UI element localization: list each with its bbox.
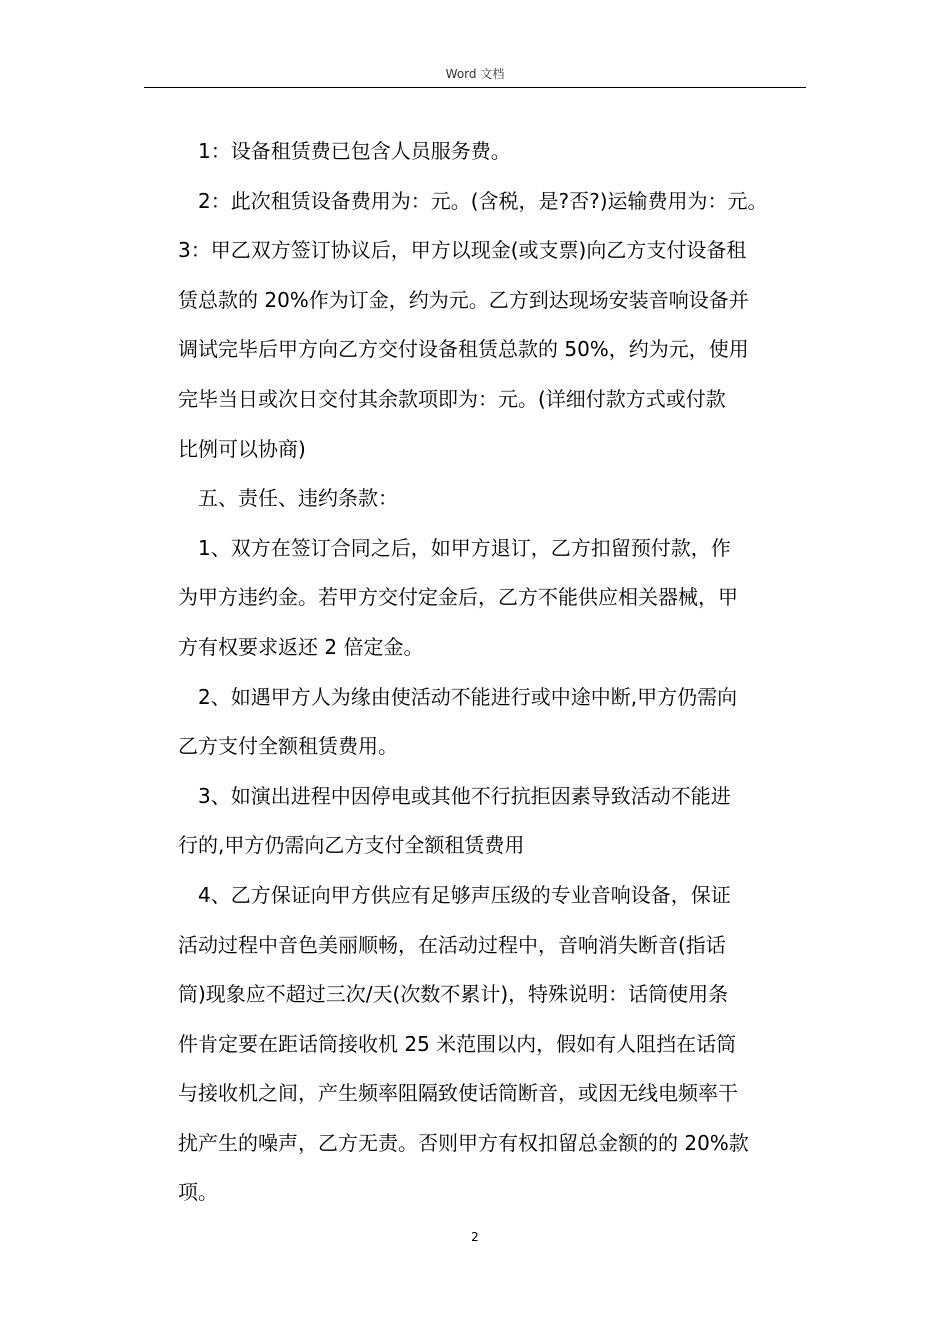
paragraph-line: 筒)现象应不超过三次/天(次数不累计)，特殊说明：话筒使用条 [178, 982, 729, 1007]
document-body [178, 127, 818, 1218]
paragraph-line: 4、乙方保证向甲方供应有足够声压级的专业音响设备，保证 [198, 882, 731, 907]
paragraph-line: 项。 [178, 1180, 218, 1205]
paragraph-line: 为甲方违约金。若甲方交付定金后，乙方不能供应相关器械，甲 [178, 585, 738, 610]
paragraph-line: 完毕当日或次日交付其余款项即为：元。(详细付款方式或付款 [178, 386, 726, 411]
paragraph-line: 乙方支付全额租赁费用。 [178, 734, 398, 759]
paragraph-line: 行的,甲方仍需向乙方支付全额租赁费用 [178, 833, 525, 858]
paragraph-line: 赁总款的 20%作为订金，约为元。乙方到达现场安装音响设备并 [178, 287, 749, 312]
paragraph-line: 与接收机之间，产生频率阻隔致使话筒断音，或因无线电频率干 [178, 1081, 738, 1106]
paragraph-line: 2：此次租赁设备费用为：元。(含税，是?否?)运输费用为：元。 [198, 188, 768, 213]
paragraph-line: 2、如遇甲方人为缘由使活动不能进行或中途中断,甲方仍需向 [198, 684, 738, 709]
paragraph-line: 1、双方在签订合同之后，如甲方退订，乙方扣留预付款，作 [198, 535, 731, 560]
paragraph-line: 3、如演出进程中因停电或其他不行抗拒因素导致活动不能进 [198, 783, 731, 808]
paragraph-line: 方有权要求返还 2 倍定金。 [178, 634, 424, 659]
section-heading: 五、责任、违约条款： [198, 486, 398, 511]
paragraph-line: 调试完毕后甲方向乙方交付设备租赁总款的 50%，约为元，使用 [178, 337, 749, 362]
page-header: Word 文档 [445, 67, 505, 81]
paragraph-line: 活动过程中音色美丽顺畅，在活动过程中，音响消失断音(指话 [178, 932, 726, 957]
paragraph-line: 件肯定要在距话筒接收机 25 米范围以内，假如有人阻挡在话筒 [178, 1031, 737, 1056]
paragraph-line: 比例可以协商) [178, 436, 306, 461]
header-divider [144, 87, 806, 88]
page-number: 2 [471, 1230, 479, 1244]
paragraph-line: 3：甲乙双方签订协议后，甲方以现金(或支票)向乙方支付设备租 [178, 238, 747, 263]
paragraph-line: 扰产生的噪声，乙方无责。否则甲方有权扣留总金额的的 20%款 [178, 1130, 749, 1155]
paragraph-line: 1：设备租赁费已包含人员服务费。 [198, 139, 511, 163]
